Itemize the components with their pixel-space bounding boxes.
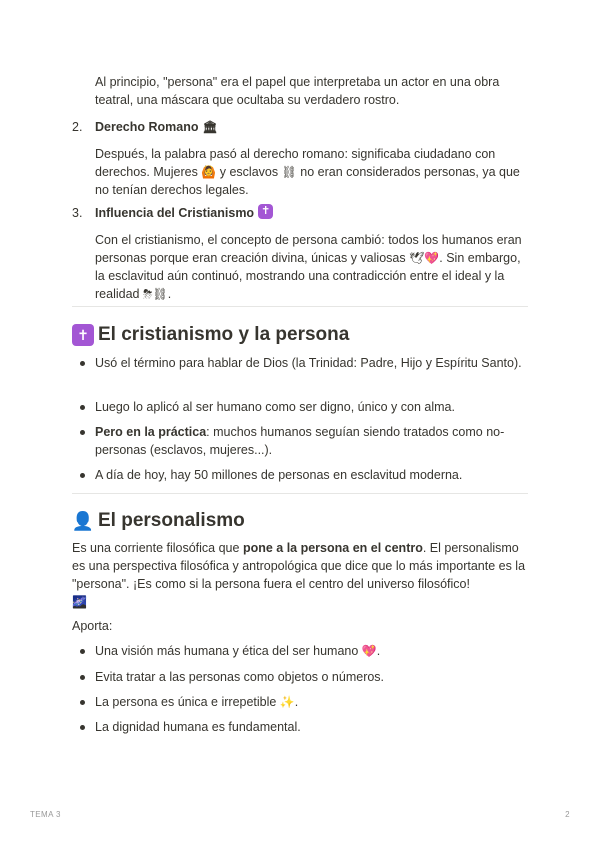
numbered-item-2 [72,118,528,199]
list-item: Usó el término para hablar de Dios (la Trinidad: Padre, Hijo y Espíritu Santo). [72,354,528,372]
item-body: Con el cristianismo, el concepto de persona cambió: todos los humanos eran personas porque eran creación divina, únicas y valiosas 🕊💖. Sin embargo, la esclavitud aún continuó, mostrando una contradicción entre el ideal y la realidad ⛈⛓. [95,233,522,301]
heading-text: El cristianismo y la persona [98,324,350,345]
person-silhouette-icon: 👤 [71,511,95,531]
latin-cross-icon: ✝ [72,324,94,346]
personalismo-paragraph: Es una corriente filosófica que pone a la persona en el centro. El personalismo es una perspectiva filosófica y antropológica que dice que lo más importante es la "persona". ¡Es como si la persona fuera el centro del universo filosófico! 🌌 [72,541,526,609]
item-number: 2. [72,120,83,134]
list-item: Luego lo aplicó al ser humano como ser digno, único y con alma. [72,398,528,416]
list-item: La persona es única e irrepetible ✨. [72,693,528,711]
list-item: La dignidad humana es fundamental. [72,718,528,736]
chains-icon: ⛓ [281,165,297,179]
item-title: Influencia del Cristianismo [95,206,255,220]
sparkling-heart-icon: 💖 [361,644,377,658]
storm-chains-icon: ⛈⛓ [142,287,168,301]
sparkles-icon: ✨ [279,695,295,709]
list-item: Una visión más humana y ética del ser humano 💖. [72,642,528,660]
dove-heart-icon: 🕊💖 [409,251,440,265]
item-body: Después, la palabra pasó al derecho romano: significaba ciudadano con derechos. Mujeres 🙆 y esclavos ⛓ no eran considerados personas, ya que no tenían derechos legales. [95,147,520,197]
latin-cross-icon: ✝ [258,204,273,219]
section-heading-personalismo [72,509,245,533]
divider [72,493,528,494]
classical-building-icon: 🏛 [202,120,218,134]
woman-gesturing-icon: 🙆 [201,165,217,179]
intro-paragraph: Al principio, "persona" era el papel que interpretaba un actor en una obra teatral, una máscara que ocultaba su verdadero rostro. [95,75,500,107]
numbered-item-3 [72,204,528,303]
aporta-label: Aporta: [72,619,113,633]
list-item: A día de hoy, hay 50 millones de personas en esclavitud moderna. [72,466,528,484]
list-item: Pero en la práctica: muchos humanos seguían siendo tratados como no-personas (esclavos, mujeres...). [72,423,528,459]
milky-way-icon: 🌌 [72,595,87,609]
divider [72,306,528,307]
page-number: 2 [565,810,570,819]
section-heading-cristianismo [72,323,349,347]
item-number: 3. [72,206,83,220]
item-title: Derecho Romano [95,120,199,134]
list-item: Evita tratar a las personas como objetos o números. [72,668,528,686]
heading-text: El personalismo [98,510,245,531]
footer-left: TEMA 3 [30,810,61,819]
